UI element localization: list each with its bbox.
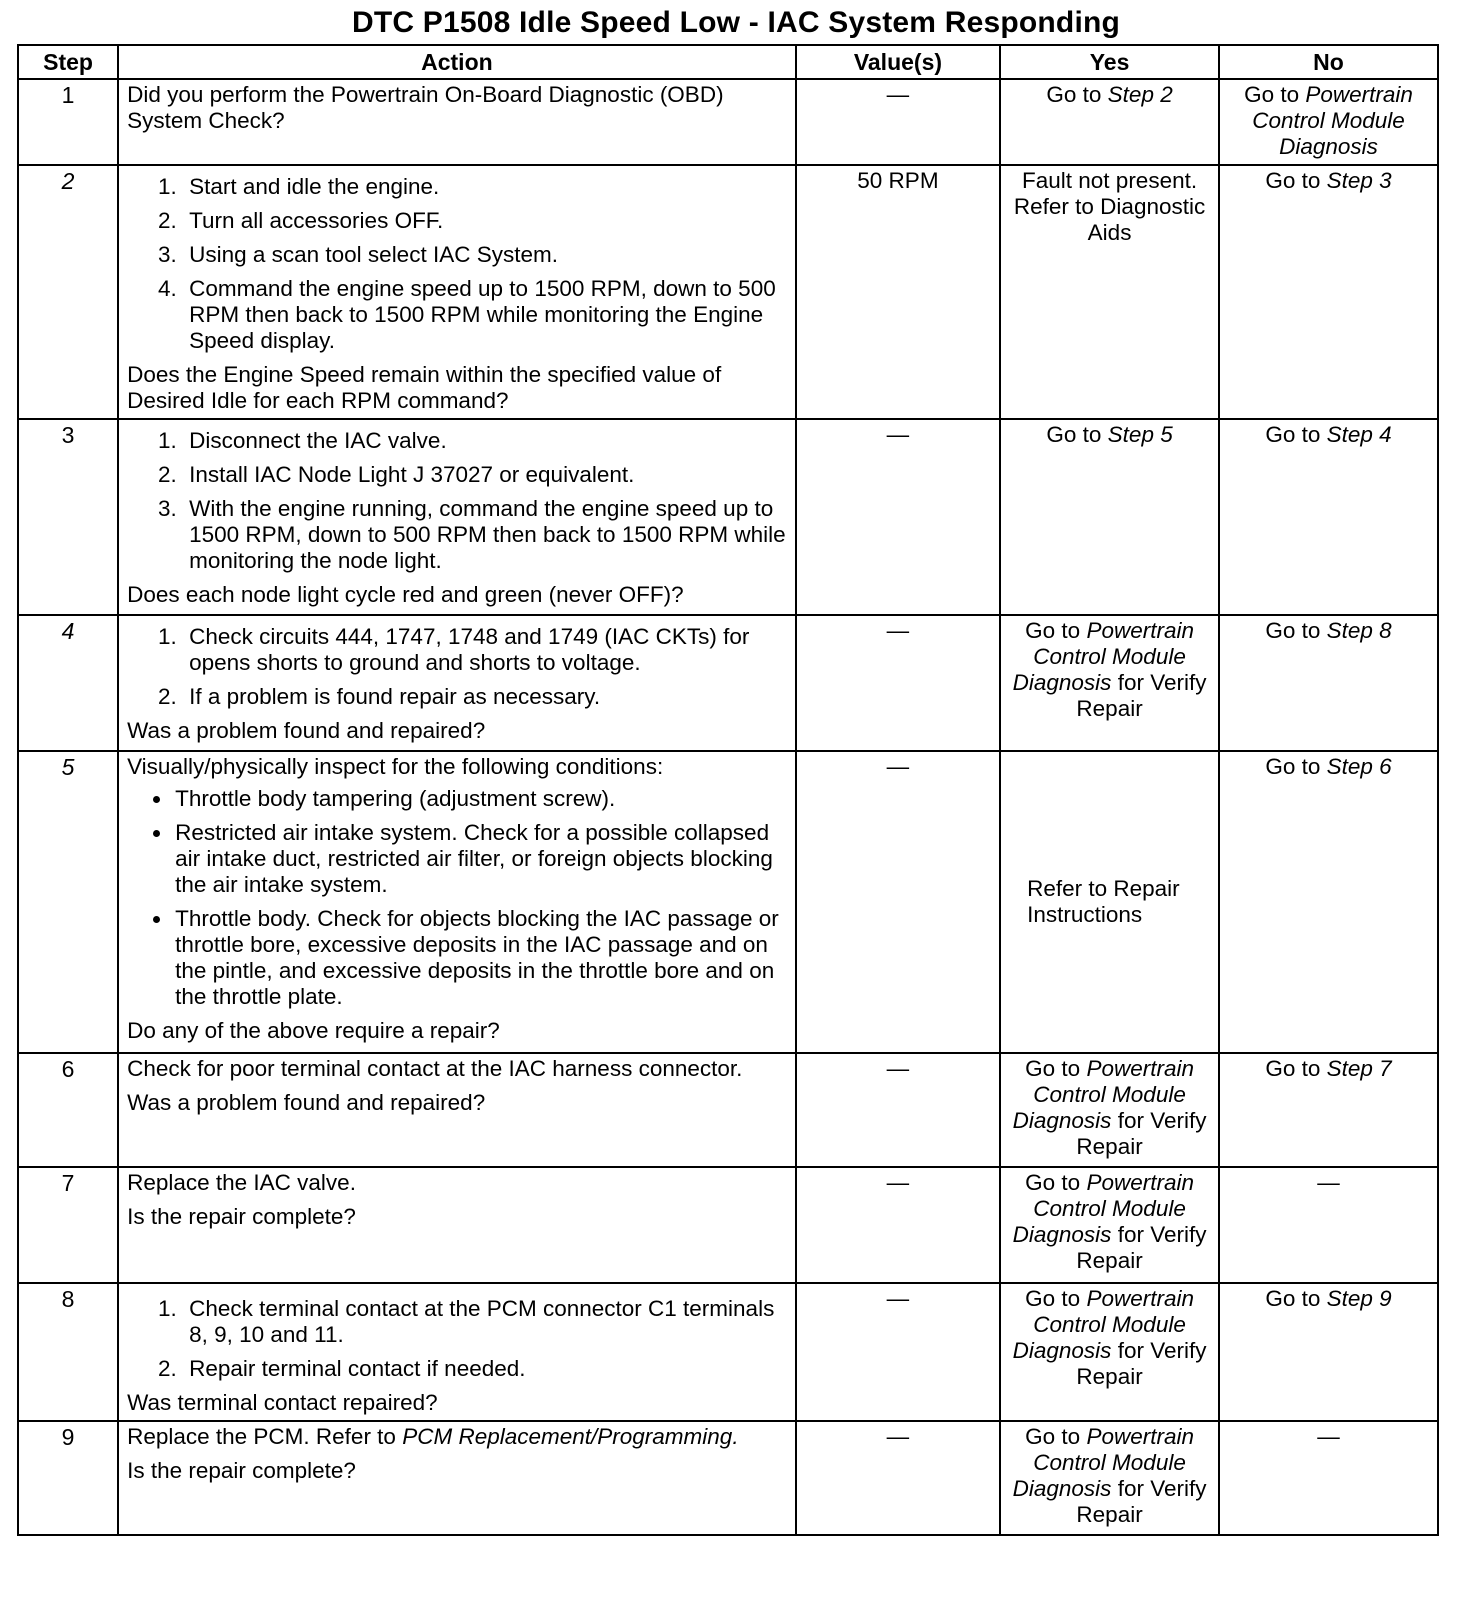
no-cell (1219, 751, 1438, 1053)
dash: — (886, 82, 910, 107)
no-cell (1219, 1283, 1438, 1421)
dash: — (1317, 1170, 1340, 1195)
yes-cell (1000, 1053, 1219, 1167)
action-item: 1. Start and idle the engine. (183, 174, 787, 200)
action-item: 2. If a problem is found repair as necessary. (183, 684, 787, 710)
step-number: 3 (18, 419, 118, 615)
action-item: 2. Repair terminal contact if needed. (183, 1356, 787, 1382)
yes-link-pcm-diagnosis: Powertrain Control Module Diagnosis (1012, 1286, 1194, 1363)
no-text: Go to (1265, 168, 1327, 193)
action-question: Was terminal contact repaired? (127, 1390, 438, 1415)
step-number: 1 (18, 79, 118, 165)
yes-link-pcm-diagnosis: Powertrain Control Module Diagnosis (1012, 1056, 1194, 1133)
value-cell: 50 RPM (796, 165, 1000, 419)
table-row-step-6 (18, 1053, 1438, 1167)
no-link-pcm-diagnosis: Powertrain Control Module Diagnosis (1252, 82, 1413, 159)
action-question: Was a problem found and repaired? (127, 718, 486, 743)
header-values: Value(s) (796, 45, 1000, 79)
action-cell (118, 1421, 796, 1535)
action-text-part: Replace the PCM. Refer to (127, 1424, 403, 1449)
action-cell (118, 165, 796, 419)
no-link-step: Step 6 (1326, 754, 1392, 779)
yes-cell: Refer to Repair Instructions (1000, 751, 1219, 1053)
action-intro: Visually/physically inspect for the following conditions: (127, 754, 664, 779)
no-text: Go to (1244, 82, 1306, 107)
dash: — (886, 1424, 910, 1449)
dash: — (886, 1170, 910, 1195)
table-row-step-9 (18, 1421, 1438, 1535)
condition-item: • Restricted air intake system. Check for a possible collapsed air intake duct, restricted air filter, or foreign objects blocking the air intake system. (173, 820, 787, 898)
action-item: 1. Disconnect the IAC valve. (183, 428, 787, 454)
no-link-step: Step 9 (1326, 1286, 1392, 1311)
header-no: No (1219, 45, 1438, 79)
no-cell (1219, 419, 1438, 615)
no-cell (1219, 615, 1438, 751)
no-text: Go to (1265, 422, 1327, 447)
value-cell (796, 419, 1000, 615)
no-cell (1219, 165, 1438, 419)
header-row (18, 45, 1438, 79)
table-row-step-5 (18, 751, 1438, 1053)
table-row-step-7 (18, 1167, 1438, 1283)
action-text: Check for poor terminal contact at the IAC harness connector. (127, 1056, 743, 1081)
yes-text: Go to (1046, 82, 1108, 107)
dash: — (886, 754, 910, 779)
dash: — (886, 1056, 910, 1081)
no-cell (1219, 1421, 1438, 1535)
action-text: Replace the IAC valve. (127, 1170, 356, 1195)
no-cell (1219, 79, 1438, 165)
yes-text: Go to (1025, 1170, 1087, 1195)
table-row-step-3 (18, 419, 1438, 615)
no-link-step: Step 7 (1326, 1056, 1392, 1081)
condition-list (127, 786, 787, 1010)
value-cell (796, 1053, 1000, 1167)
yes-text: for Verify Repair (1076, 670, 1207, 721)
action-steps (127, 428, 787, 574)
page-title: DTC P1508 Idle Speed Low - IAC System Responding (351, 6, 1121, 39)
yes-link-step: Step 2 (1107, 82, 1173, 107)
action-cell (118, 1283, 796, 1421)
condition-item: • Throttle body tampering (adjustment screw). (173, 786, 787, 812)
value-cell (796, 615, 1000, 751)
value-cell (796, 1167, 1000, 1283)
yes-text: for Verify Repair (1076, 1108, 1207, 1159)
no-link-step: Step 3 (1326, 168, 1392, 193)
yes-cell (1000, 1421, 1219, 1535)
action-cell (118, 751, 796, 1053)
diagnostic-table (17, 44, 1439, 1536)
yes-cell (1000, 419, 1219, 615)
action-item: 4. Command the engine speed up to 1500 RPM, down to 500 RPM then back to 1500 RPM while monitoring the Engine Speed display. (183, 276, 787, 354)
dash: — (886, 1286, 910, 1311)
yes-cell (1000, 615, 1219, 751)
yes-link-step: Step 5 (1107, 422, 1173, 447)
step-number: 7 (18, 1167, 118, 1283)
header-step: Step (18, 45, 118, 79)
yes-link-pcm-diagnosis: Powertrain Control Module Diagnosis (1012, 618, 1194, 695)
no-cell (1219, 1167, 1438, 1283)
no-text: Go to (1265, 754, 1327, 779)
action-steps (127, 624, 787, 710)
action-question: Did you perform the Powertrain On-Board Diagnostic (OBD) System Check? (127, 82, 724, 133)
yes-cell (1000, 79, 1219, 165)
yes-link-pcm-diagnosis: Powertrain Control Module Diagnosis (1012, 1424, 1194, 1501)
step-number: 5 (18, 751, 118, 1053)
action-steps (127, 174, 787, 354)
no-text: Go to (1265, 1056, 1327, 1081)
value-cell (796, 1421, 1000, 1535)
dash: — (1317, 1424, 1340, 1449)
value-cell (796, 751, 1000, 1053)
pcm-replacement-link: PCM Replacement/Programming. (402, 1424, 739, 1449)
action-item: 1. Check circuits 444, 1747, 1748 and 1749 (IAC CKTs) for opens shorts to ground and shorts to voltage. (183, 624, 787, 676)
table-row-step-1 (18, 79, 1438, 165)
action-cell (118, 615, 796, 751)
step-number: 4 (18, 615, 118, 751)
no-text: Go to (1265, 618, 1327, 643)
yes-cell: Fault not present. Refer to Diagnostic Aids (1000, 165, 1219, 419)
step-number: 6 (18, 1053, 118, 1167)
action-question: Does the Engine Speed remain within the specified value of Desired Idle for each RPM command? (127, 362, 722, 413)
action-cell (118, 1053, 796, 1167)
yes-text: Go to (1025, 1056, 1087, 1081)
action-question: Do any of the above require a repair? (127, 1018, 500, 1043)
step-number: 2 (18, 165, 118, 419)
action-cell (118, 419, 796, 615)
action-item: 3. Using a scan tool select IAC System. (183, 242, 787, 268)
action-item: 2. Install IAC Node Light J 37027 or equivalent. (183, 462, 787, 488)
action-steps (127, 1296, 787, 1382)
value-cell (796, 79, 1000, 165)
dash: — (886, 618, 910, 643)
header-action: Action (118, 45, 796, 79)
yes-text: Go to (1025, 1286, 1087, 1311)
yes-cell (1000, 1283, 1219, 1421)
yes-text: Go to (1046, 422, 1108, 447)
step-number: 8 (18, 1283, 118, 1421)
no-link-step: Step 4 (1326, 422, 1392, 447)
no-cell (1219, 1053, 1438, 1167)
action-text (127, 1424, 787, 1450)
dash: — (886, 422, 910, 447)
no-link-step: Step 8 (1326, 618, 1392, 643)
action-question: Is the repair complete? (127, 1458, 356, 1483)
yes-cell (1000, 1167, 1219, 1283)
table-row-step-2 (18, 165, 1438, 419)
action-question: Does each node light cycle red and green (never OFF)? (127, 582, 684, 607)
step-number: 9 (18, 1421, 118, 1535)
table-row-step-4 (18, 615, 1438, 751)
action-cell (118, 79, 796, 165)
action-question: Is the repair complete? (127, 1204, 356, 1229)
action-item: 2. Turn all accessories OFF. (183, 208, 787, 234)
yes-text: for Verify Repair (1076, 1222, 1207, 1273)
yes-text: for Verify Repair (1076, 1476, 1207, 1527)
yes-text: Go to (1025, 1424, 1087, 1449)
action-item: 3. With the engine running, command the engine speed up to 1500 RPM, down to 500 RPM then back to 1500 RPM while monitoring the node light. (183, 496, 787, 574)
action-item: 1. Check terminal contact at the PCM connector C1 terminals 8, 9, 10 and 11. (183, 1296, 787, 1348)
yes-text: for Verify Repair (1076, 1338, 1207, 1389)
action-cell (118, 1167, 796, 1283)
condition-item: • Throttle body. Check for objects blocking the IAC passage or throttle bore, excessive deposits in the IAC passage and on the pintle, and excessive deposits in the throttle bore and on the throttle plate. (173, 906, 787, 1010)
no-text: Go to (1265, 1286, 1327, 1311)
yes-link-pcm-diagnosis: Powertrain Control Module Diagnosis (1012, 1170, 1194, 1247)
action-question: Was a problem found and repaired? (127, 1090, 486, 1115)
table-row-step-8 (18, 1283, 1438, 1421)
header-yes: Yes (1000, 45, 1219, 79)
value-cell (796, 1283, 1000, 1421)
yes-text: Go to (1025, 618, 1087, 643)
